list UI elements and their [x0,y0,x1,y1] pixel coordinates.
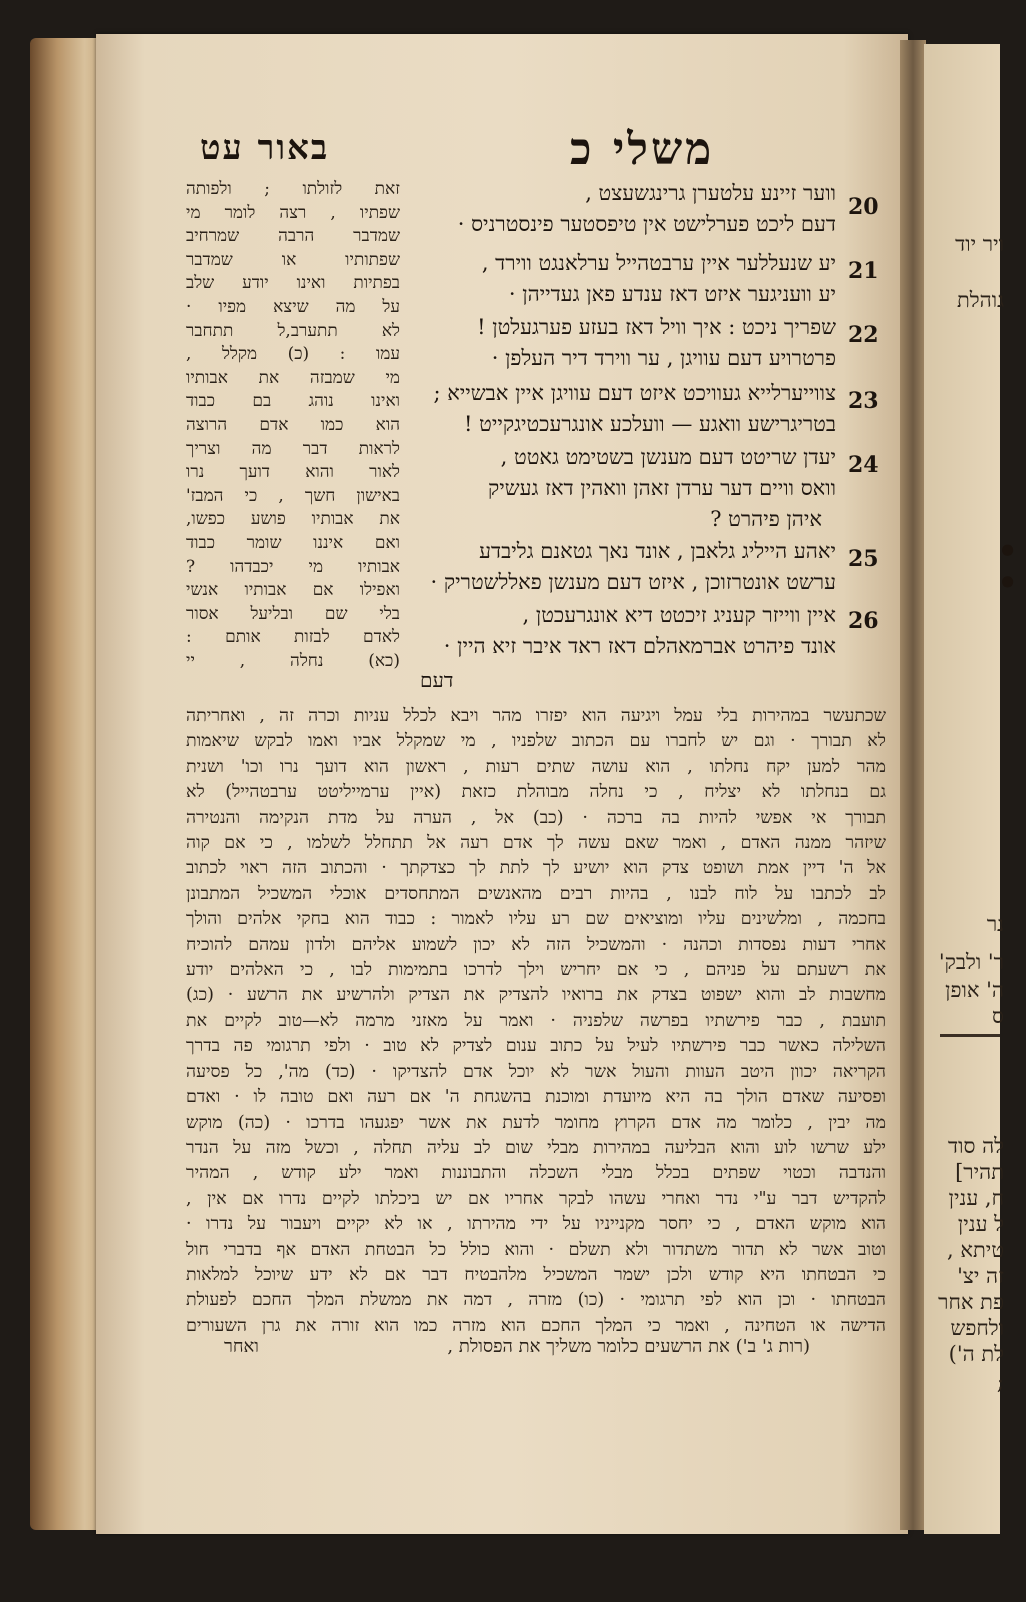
verse-line: שפריך ניכט : איך וויל דאז בעזע פערגעלטן ! [477,315,836,339]
commentary-line: את אבותיו פושע כפשו, [186,509,400,530]
commentary-line: הדישה או הטחינה , ואמר כי המלך החכם הוא מזרה כמו הוא זורה את גרן השעורים [186,1315,886,1336]
commentary-line: ילע שרשו לוע והוא הבליעה במהירות מבלי שום לב עליה תחלה , וכשל מזה על הנדר [186,1137,886,1158]
commentary-line: להקדיש דבר ע"י נדר ואחרי עשהו לבקר אחריו אם יש ביכלתו לקיים נדרו אם אין , [186,1188,886,1209]
next-page-fragment [924,44,1004,1534]
commentary-line: לראות דבר מה וצריך [186,438,400,459]
main-commentary-block [186,704,886,1339]
next-page-text: ח, ענין [948,1186,1004,1210]
next-page-text: ל ענין [957,1212,1004,1236]
book-gutter [900,40,926,1530]
commentary-line: באישון חשך , כי המבז' [186,485,400,506]
verse-block [404,312,836,374]
commentary-line: עמו : (כ) מקלל , [186,344,400,365]
running-head-title: משלי כ [570,124,715,175]
next-page-text: ויר יוד [955,232,1004,256]
commentary-line: לאור והוא דועך נרו [186,462,400,483]
verse-block [404,378,836,440]
next-page-text: ; [996,1370,1004,1394]
commentary-line: על מה שיצא מפיו · [186,296,400,317]
verse-number: 21 [848,258,879,284]
commentary-line: כי הבטחתו היא קודש ולכן ישמר המשכיל מלהבטיח דבר אם לא ידע שיוכל למלאות [186,1264,886,1285]
catchword-dem: דעם [420,668,454,692]
next-page-text: נר [986,912,1004,936]
next-page-text: זה יצ' [957,1264,1004,1288]
next-page-text: פת אחר [938,1290,1004,1314]
verse-line: ווער זיינע עלטערן גרינגשעצט , [585,181,836,205]
next-page-text: ה' אופן [945,978,1004,1002]
commentary-line: והנדבה וכטוי שפתים בכלל מבלי השכלה והתבוננות ואמר ילע קודש , המהיר [186,1163,886,1184]
verse-line: יע שנעללער איין ערבטהייל ערלאנגט ווירד , [481,251,836,275]
commentary-line: ואינו נוהג בם כבוד [186,391,400,412]
commentary-line: בלי שם ובליעל אסור [186,603,400,624]
verse-number: 22 [848,322,879,348]
verse-line: צווייערלייא געוויכט איזט דעם עוויגן איין אבשייא ; [433,381,836,405]
next-page-text: ר' ולבק' [938,950,1004,974]
commentary-line: לא תבורך · וגם יש לחברו עם הכתוב שלפניו , מי שמקלל אביו ואמו לבקש שיאמות [186,731,886,752]
next-page-text: תהיר] [955,1160,1004,1184]
verse-number: 23 [848,388,879,414]
catchword: ואחר [224,1336,259,1357]
commentary-line: הוא כמו אדם הרוצה [186,414,400,435]
next-page-rule [940,1034,1000,1037]
next-page-colon-mark: • • [988,540,1026,593]
verse-line: ערשט אונטרזוכן , איזט דעם מענשן פאללשטריק · [430,570,836,594]
commentary-line: תבורך אי אפשי להיות בה ברכה · (כב) אל , הערה על מדת הנקימה והנטירה [186,807,886,828]
commentary-line: את רשעתם על פניהם , כי אם יחריש וילך לדרכו בתמימות לבו , כי האלהים יודע [186,960,886,981]
running-head-commentary: באור עט [200,128,330,168]
commentary-line: מחשבות לב והוא ישפוט בצדק את ברואיו להצדיק את הצדיק ולהרשיע את הרשע · (כג) [186,985,886,1006]
verse-number: 24 [848,452,879,478]
verse-line: יעדן שריטט דעם מענשן בשטימט גאטט , [500,445,836,469]
verse-line: יע וועניגער איזט דאז ענדע פאן געדייהן · [508,282,836,306]
commentary-line: זאת לזולתו ; ולפותה [186,179,400,199]
verse-number: 25 [848,546,879,572]
commentary-line: ופסיעה שאדם הולך בה היא מיועדת ומוכנת בהשגחת ה' אם רעה ואם טובה לו · ואדם [186,1087,886,1108]
verse-line: איהן פיהרט ? [710,507,822,531]
commentary-line: ואם איננו שומר כבוד [186,532,400,553]
verse-line: איין ווייזר קעניג זיכטט דיא אונגרעכטן , [522,603,836,627]
verse-block [404,248,836,310]
commentary-line: מה יבין , כלומר מה אדם הקרוץ מחומר לדעת את אשר יפגעהו בדרכו · (כה) מוקש [186,1112,886,1133]
commentary-line: אל ה' דיין אמת ושופט צדק הוא יושיע לך לתת לך כצדקתך · והכתוב הזה ראוי לכתוב [186,858,886,879]
commentary-last-line: (רות ג' ב') את הרשעים כלומר משליך את הפסולת , [447,1336,810,1357]
next-page-text: ס [992,1004,1004,1028]
commentary-line: שכתעשר במהירות בלי עמל ויגיעה הוא יפזרו מהר ויבא לכלל עניות וכרה זה , ואחריתה [186,706,886,726]
commentary-line: (כא) נחלה , יי [186,650,400,671]
verse-line: בטריגרישע וואגע — וועלכע אונגרעכטיגקייט ! [464,412,836,436]
verse-block [404,178,836,240]
commentary-line: גם בנחלתו לא יצליח , כי נחלה מבוהלת כזאת (איין ערמייליטט ערבטהייל) לא [186,782,886,803]
commentary-line: לא תתערב,ל תתחבר [186,320,400,341]
commentary-line: ואפילו אם אבותיו אנשי [186,580,400,601]
commentary-line: לאדם לבזות אותם : [186,627,400,648]
next-page-text: גוהלת [956,288,1004,312]
next-page-text: ולחפש [950,1316,1004,1340]
verse-line: דעם ליכט פערלישט אין טיפסטער פינסטרניס · [457,212,836,236]
commentary-line: וטוב אשר לא תדור משתדור ולא תשלם · והוא כולל כל הבטחת האדם אף בדברי חול [186,1239,886,1260]
commentary-line: לב לכתבו על לוח לבנו , בהיות רבים מהאנשים המתחסדים אוכלי המשכיל המתבונן [186,883,886,904]
verse-block [404,536,836,598]
commentary-line: שמדבר הרבה שמרחיב [186,226,400,247]
side-commentary-column [186,178,400,673]
verse-number: 20 [848,194,879,220]
verse-line: פרטרויע דעם עוויגן , ער ווירד דיר העלפן · [491,346,836,370]
commentary-line: מי שמבזה את אבותיו [186,367,400,388]
verse-line: אונד פיהרט אברמאהלם דאז ראד איבר זיא היין · [443,634,836,658]
commentary-line: בפתיות ואינו יודע שלב [186,273,400,294]
commentary-line: הוא מוקש האדם , כי יחסר מקנייניו על ידי מהירתו , או לא יקיים ויעבור על נדרו · [186,1214,886,1235]
commentary-line: אבותיו מי יכבדהו ? [186,556,400,577]
verse-line: יאהע הייליג גלאבן , אונד נאך גטאנם גליבדע [479,539,836,563]
commentary-line: מהר למען יקח נחלתו , הוא עושה שתים רעות , ראשון הוא דועך נרו וכו' ושנית [186,756,886,777]
verse-line: וואס וויים דער ערדן זאהן וואהין דאז געשיק [488,476,836,500]
commentary-line: הקריאה יכוון היטב העוות והעול אשר לא יוכל אדם להצדיקו · (כד) מה', כל פסיעה [186,1061,886,1082]
commentary-line: שפתיו , רצה לומר מי [186,202,400,223]
commentary-line: השלילה כאשר כבר פירשתיו לעיל על כתוב ענום לצדיק לא טוב · ולפי תרגומי פה בדרך [186,1036,886,1057]
next-page-text: טיתא , [947,1238,1004,1262]
verse-number: 26 [848,608,879,634]
commentary-line: תועבת , כבר פירשתיו בפרשה שלפניה · ואמר על מאזני מרמה לא—טוב לקיים את [186,1010,886,1031]
commentary-line: אחרי דעות נפסדות וכהנה · והמשכיל הזה לא יכון לשמוע אליהם ולדון עמהם להוכיח [186,934,886,955]
commentary-line: שיזהר ממנה האדם , ואמר שאם עשה לך אדם רעה אל תתחלל לשלמו , כי אם קוה [186,833,886,854]
next-page-text: לה סוד [948,1134,1004,1158]
verse-block [404,600,836,662]
next-page-text: לת ה') [948,1342,1004,1366]
verse-block [404,442,836,535]
commentary-line: שפתותיו או שמדבר [186,249,400,270]
commentary-line: בחכמה , ומלשינים עליו ומוציאים שם רע עליו לאמור : כבוד הוא בחקי אלהים והולך [186,909,886,930]
commentary-line: הבטחתו · וכן הוא לפי תרגומי · (כו) מזרה , דמה את ממשלת המלך החכם לפעולת [186,1290,886,1311]
